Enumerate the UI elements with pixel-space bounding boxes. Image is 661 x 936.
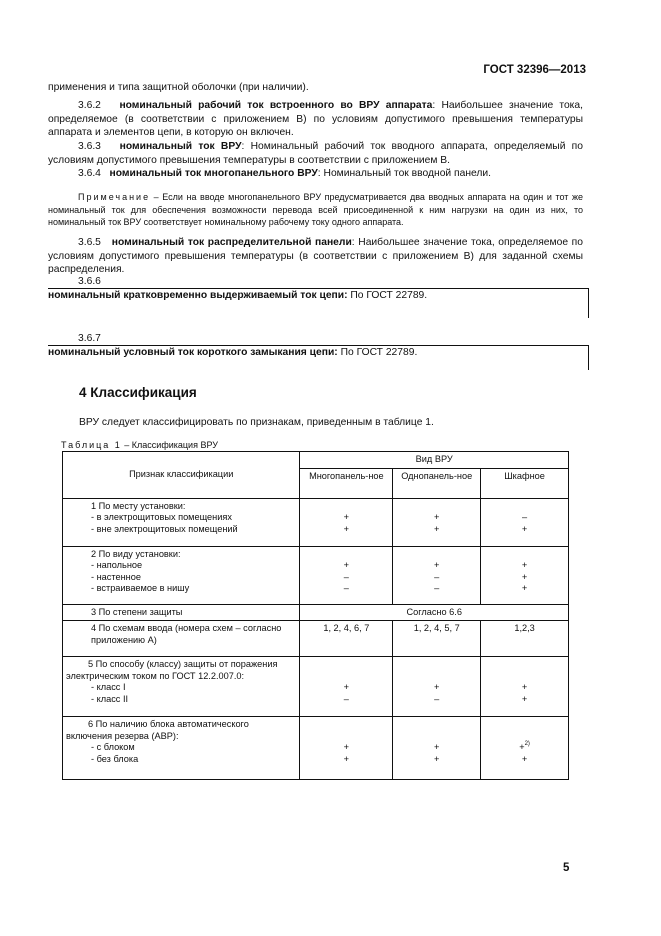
row2-col1: + – –: [300, 546, 393, 604]
row5-col2: + –: [393, 657, 481, 717]
note: [48, 191, 583, 229]
header-type: Вид ВРУ: [300, 452, 569, 469]
clause-3-6-7-number: 3.6.7: [78, 333, 101, 344]
clause-term: номинальный условный ток короткого замыкания цепи:: [48, 347, 338, 358]
box-line-right: [588, 345, 589, 370]
clause-number: 3.6.5: [78, 237, 101, 248]
page-number: 5: [563, 862, 570, 874]
row4-col2: 1, 2, 4, 5, 7: [393, 621, 481, 657]
row1-b: - вне электрощитовых помещений: [91, 523, 238, 534]
clause-text: По ГОСТ 22789.: [347, 290, 428, 301]
row6-b: - без блока: [91, 753, 139, 764]
table-row: [63, 604, 569, 621]
row3-feature: [63, 604, 300, 621]
row5-a: - класс I: [91, 682, 126, 692]
table-row: [63, 498, 569, 546]
clause-term: номинальный ток ВРУ: [119, 141, 242, 152]
row2-col3: + + +: [481, 546, 569, 604]
row2-a: - напольное: [91, 560, 143, 570]
clause-3-6-7: [48, 346, 583, 360]
clause-term: номинальный ток многопанельного ВРУ: [109, 168, 318, 179]
header-col1: Многопанель-ное: [300, 468, 393, 498]
box-line-right: [588, 288, 589, 318]
row6-a: - с блоком: [91, 742, 135, 752]
clause-text: По ГОСТ 22789.: [337, 347, 418, 358]
row5-col1: + –: [300, 657, 393, 717]
clause-text: : Номинальный рабочий ток вводного аппарата, определяемый по условиям допустимого превышения температуры в соответствии с приложением В.: [48, 141, 583, 166]
row1-col1: + +: [300, 498, 393, 546]
row5-title: 5 По способу (классу) защиты от поражения электрическим током по ГОСТ 12.2.007.0:: [66, 659, 278, 681]
paragraph-continuation: [48, 81, 583, 95]
section-intro: ВРУ следует классифицировать по признакам, приведенным в таблице 1.: [79, 417, 434, 428]
clause-number: 3.6.3: [78, 141, 101, 152]
table-caption: [61, 440, 218, 450]
row6-feature: [63, 717, 300, 780]
table-row: [63, 621, 569, 657]
row2-title: 2 По виду установки:: [91, 548, 181, 559]
clause-3-6-3: [48, 140, 583, 167]
clause-term: номинальный кратковременно выдерживаемый ток цепи:: [48, 290, 348, 301]
row5-col3: + +: [481, 657, 569, 717]
table-row: [63, 546, 569, 604]
clause-number: 3.6.4: [78, 168, 101, 179]
classification-table: [62, 451, 569, 780]
header-col3: Шкафное: [481, 468, 569, 498]
row4-col3: 1,2,3: [481, 621, 569, 657]
row5-b: - класс II: [91, 693, 129, 704]
row2-feature: [63, 546, 300, 604]
table-caption-text: – Классификация ВРУ: [121, 440, 218, 450]
row1-a: - в электрощитовых помещениях: [91, 512, 232, 522]
row1-title: 1 По месту установки:: [91, 500, 186, 511]
clause-3-6-6: [48, 289, 583, 303]
row2-c: - встраиваемое в нишу: [91, 583, 190, 593]
header-col2: Однопанель-ное: [393, 468, 481, 498]
row6-col2: + +: [393, 717, 481, 780]
row4-col1: 1, 2, 4, 6, 7: [300, 621, 393, 657]
clause-text: : Наибольшее значение тока, определяемое по условиям допустимого превышения температуры (в соответствии с приложением В) для заданной схемы распределения.: [48, 237, 583, 276]
note-text: – Если на вводе многопанельного ВРУ предусматривается два вводных аппарата на один и тот же номинальный ток для обеспечения возможности перевода всей присоединенной к ним нагрузки на один из них, то номинальный ток ВРУ соответствует номинальному рабочему току одного аппарата.: [48, 192, 583, 227]
clause-term: номинальный ток распределительной панели: [111, 237, 352, 248]
row3-value: Согласно 6.6: [300, 604, 569, 621]
table-row: [63, 657, 569, 717]
row2-col2: + – –: [393, 546, 481, 604]
p0-text: применения и типа защитной оболочки (при наличии).: [48, 82, 309, 93]
row4-title: 4 По схемам ввода (номера схем – согласно приложению А): [91, 623, 282, 645]
row1-col2: + +: [393, 498, 481, 546]
clause-3-6-6-number: 3.6.6: [78, 276, 101, 287]
table-row: [63, 717, 569, 780]
clause-text: : Номинальный ток вводной панели.: [317, 168, 492, 179]
row6-col1: + +: [300, 717, 393, 780]
clause-term: номинальный рабочий ток встроенного во ВРУ аппарата: [119, 100, 433, 111]
row2-b: - настенное: [91, 571, 141, 582]
section-title: 4 Классификация: [79, 385, 197, 400]
table-caption-label: Таблица 1: [61, 440, 122, 450]
document-code: ГОСТ 32396—2013: [483, 64, 586, 76]
row5-feature: [63, 657, 300, 717]
clause-3-6-2: [48, 99, 583, 140]
clause-3-6-4: [48, 167, 583, 181]
clause-text: : Наибольшее значение тока, определяемое (в соответствии с приложением В) по условиям допустимого превышения температуры аппарата и элементов цепи, в которую он включен.: [48, 100, 583, 139]
row1-col3: – +: [481, 498, 569, 546]
footnote-mark: 2): [524, 741, 530, 747]
clause-3-6-5: [48, 236, 583, 277]
row6-title: 6 По наличию блока автоматического включения резерва (АВР):: [66, 719, 249, 741]
table-row: [63, 452, 569, 469]
clause-number: 3.6.2: [78, 100, 101, 111]
header-feature: Признак классификации: [63, 452, 300, 499]
row6-col3: +$^{2)}$ +: [481, 717, 569, 780]
row4-feature: [63, 621, 300, 657]
note-label: Примечание: [78, 192, 151, 202]
row3-title: 3 По степени защиты: [91, 606, 183, 617]
row1-feature: [63, 498, 300, 546]
